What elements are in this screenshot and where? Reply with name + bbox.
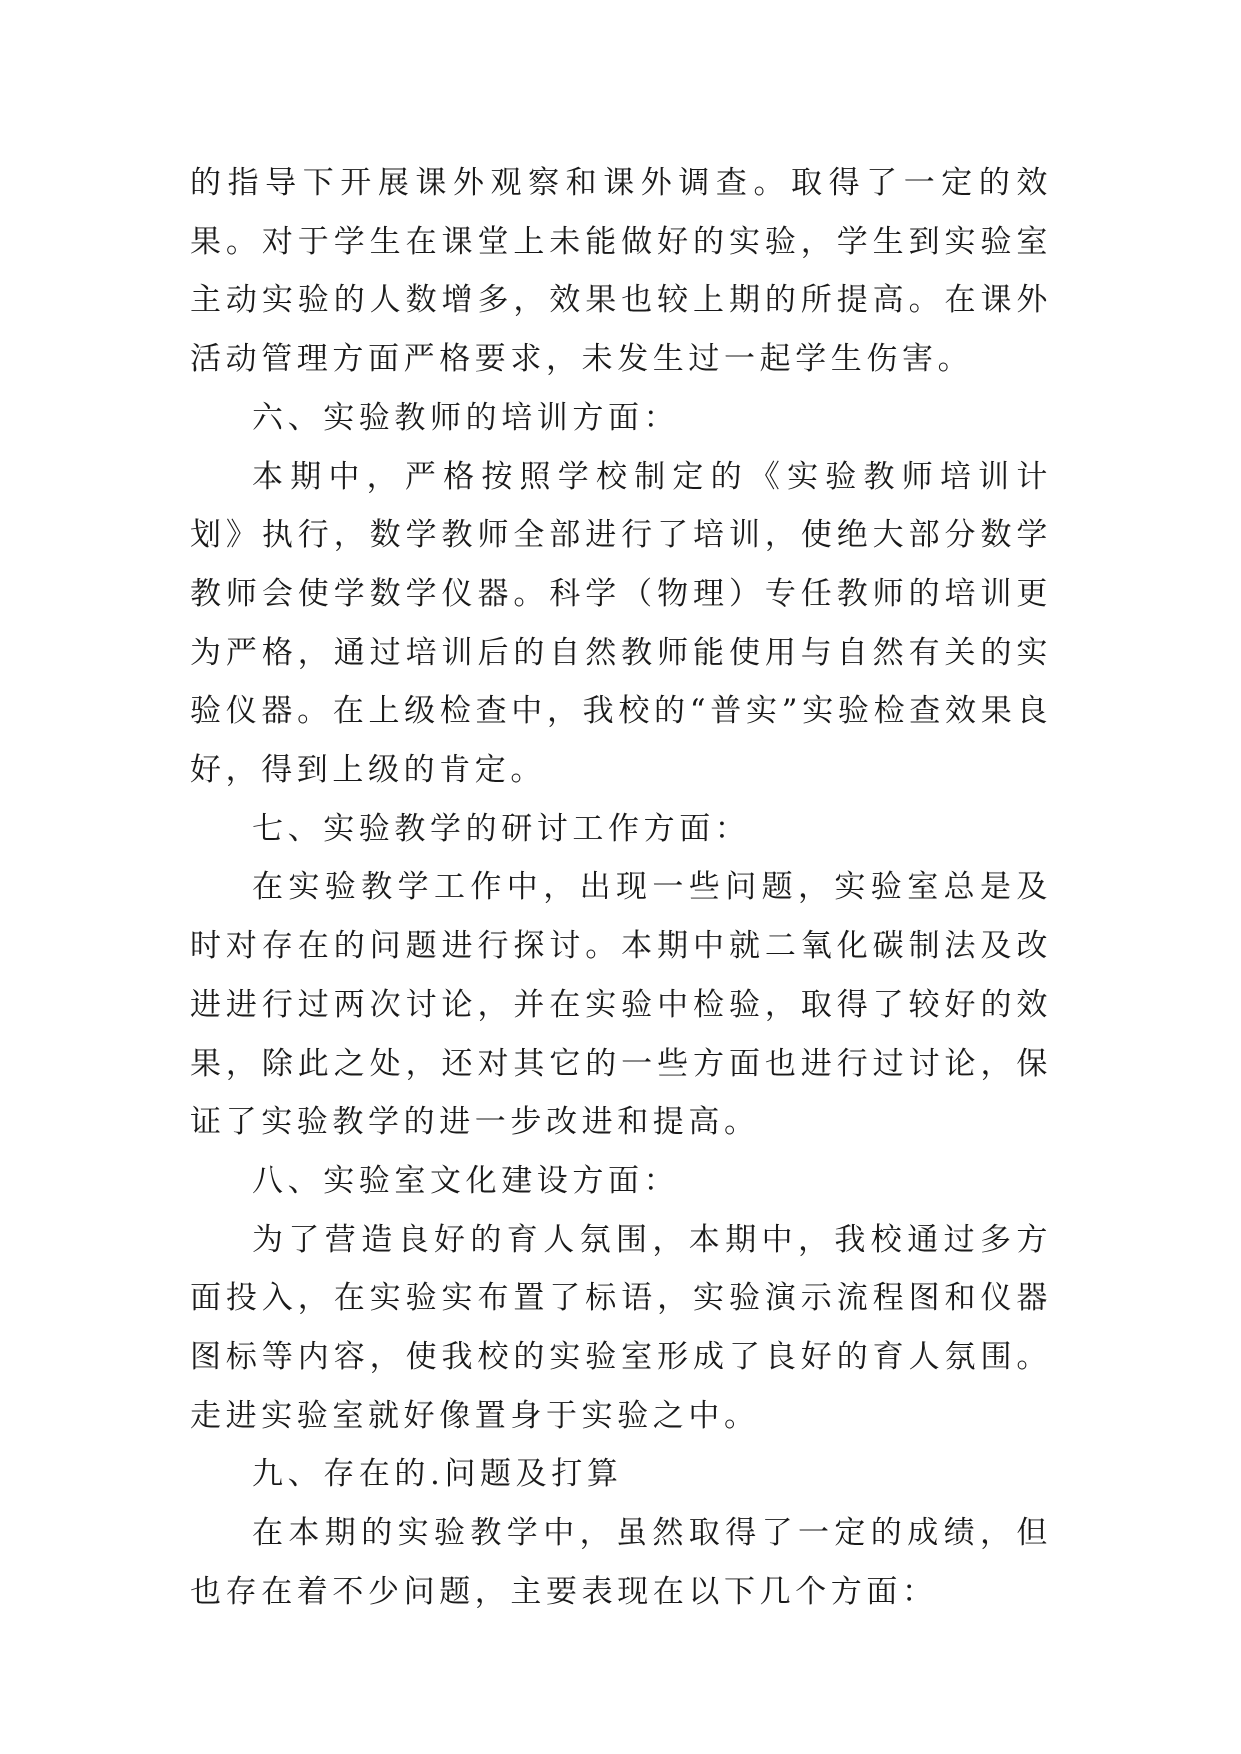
document-body — [190, 154, 1052, 1622]
section-heading-lab-culture: 八、实验室文化建设方面： — [252, 1162, 680, 1199]
section-heading-research: 七、实验教学的研讨工作方面： — [252, 810, 751, 847]
section-heading-teacher-training: 六、实验教师的培训方面： — [252, 399, 680, 436]
section-heading-problems: 九、存在的.问题及打算 — [252, 1456, 623, 1493]
paragraph-lab-culture: 为了营造良好的育人氛围，本期中，我校通过多方面投入，在实验实布置了标语，实验演示流程图和仪器图标等内容，使我校的实验室形成了良好的育人氛围。走进实验室就好像置身于实验之中。 — [190, 1221, 1052, 1434]
paragraph-research: 在实验教学工作中，出现一些问题，实验室总是及时对存在的问题进行探讨。本期中就二氧化碳制法及改进进行过两次讨论，并在实验中检验，取得了较好的效果，除此之处，还对其它的一些方面也进行过讨论，保证了实验教学的进一步改进和提高。 — [190, 869, 1052, 1141]
paragraph-problems: 在本期的实验教学中，虽然取得了一定的成绩，但也存在着不少问题，主要表现在以下几个方面： — [190, 1515, 1052, 1610]
paragraph-continuation: 的指导下开展课外观察和课外调查。取得了一定的效果。对于学生在课堂上未能做好的实验，学生到实验室主动实验的人数增多，效果也较上期的所提高。在课外活动管理方面严格要求，未发生过一起学生伤害。 — [190, 165, 1052, 378]
paragraph-teacher-training: 本期中，严格按照学校制定的《实验教师培训计划》执行，数学教师全部进行了培训，使绝大部分数学教师会使学数学仪器。科学（物理）专任教师的培训更为严格，通过培训后的自然教师能使用与自然有关的实验仪器。在上级检查中，我校的“普实”实验检查效果良好，得到上级的肯定。 — [190, 458, 1052, 789]
